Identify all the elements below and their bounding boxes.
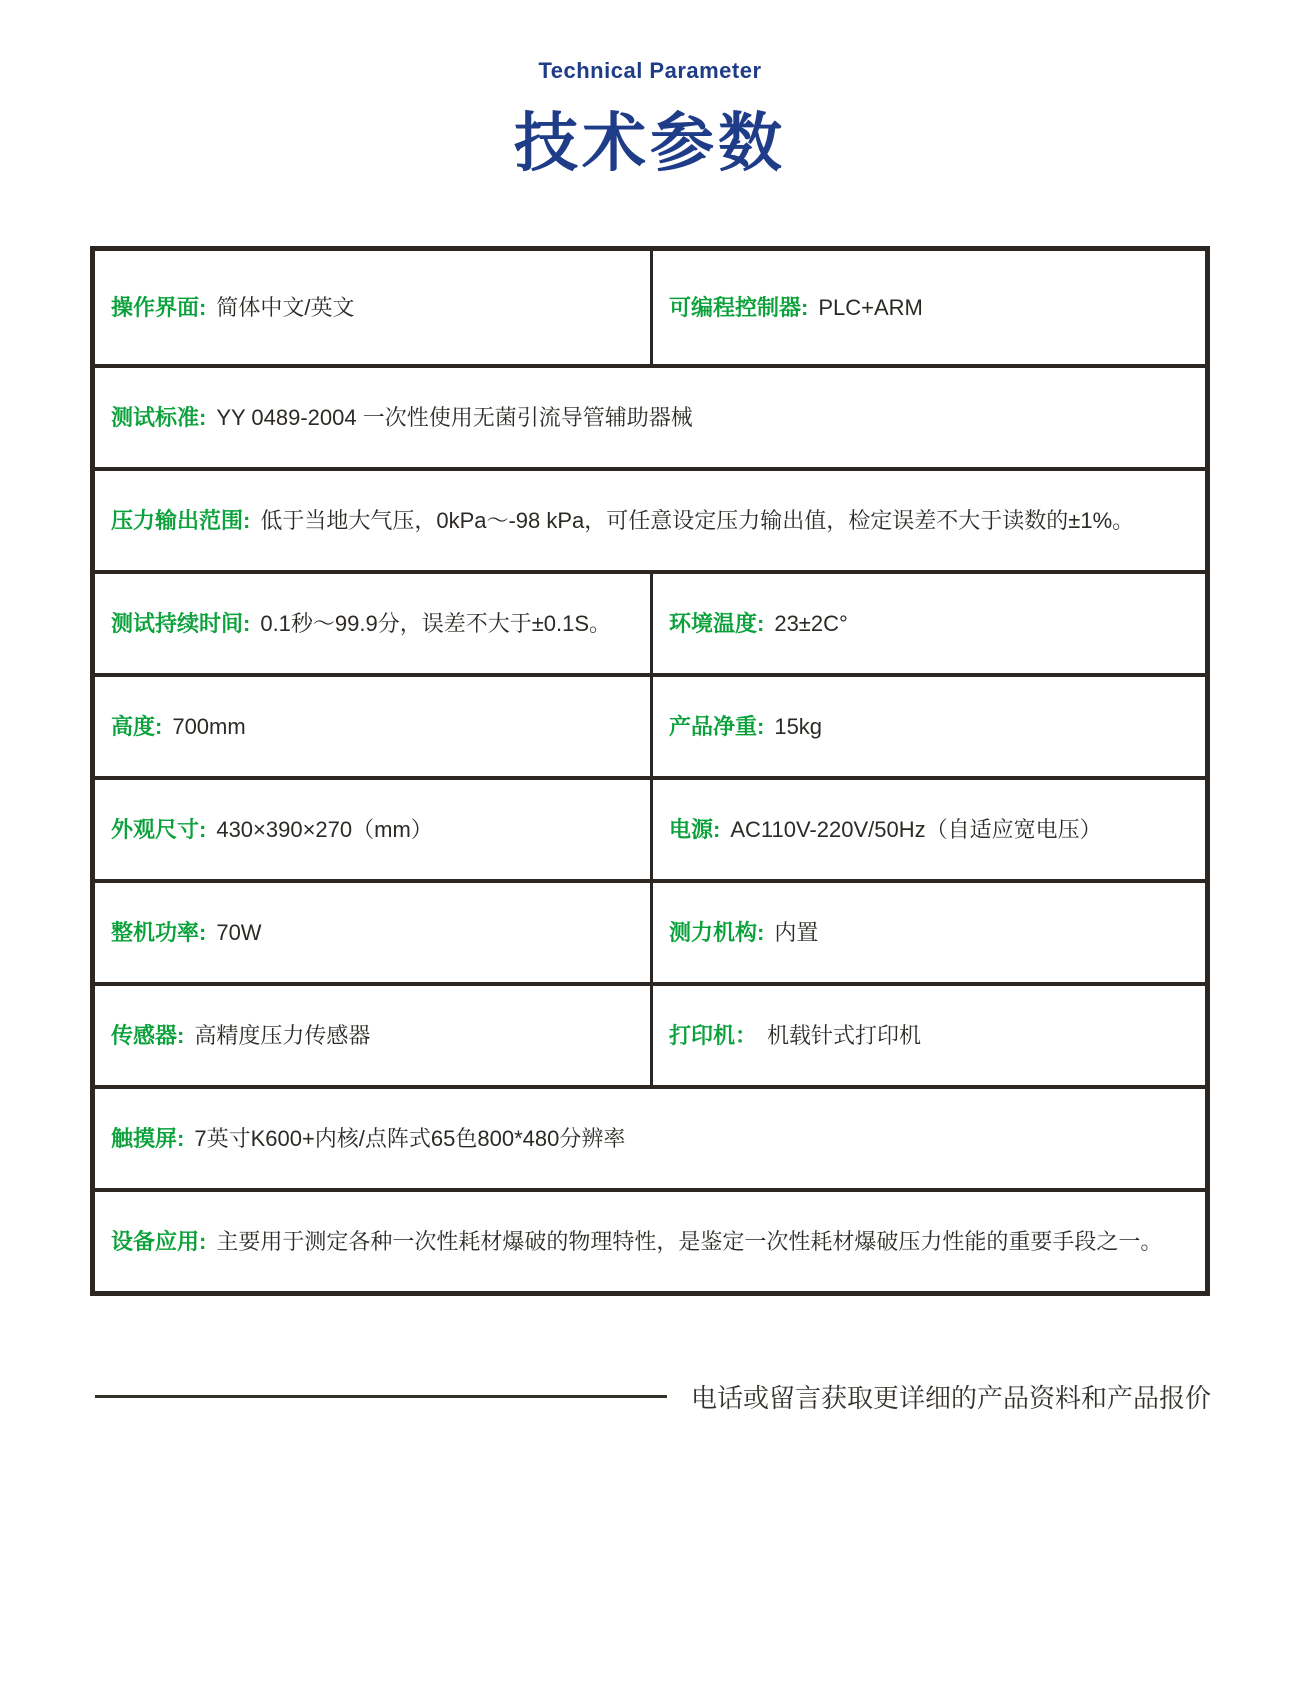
param-value: 15kg xyxy=(774,713,823,739)
spec-cell xyxy=(650,780,1205,879)
param-label: 测力机构: xyxy=(669,919,765,945)
param-label: 测试标准: xyxy=(111,404,207,430)
spec-cell xyxy=(95,986,650,1085)
spec-cell xyxy=(95,1089,1205,1188)
param-value: 内置 xyxy=(774,919,819,945)
param-value: 23±2C° xyxy=(774,610,848,636)
table-row xyxy=(95,879,1205,982)
header xyxy=(0,58,1300,184)
spec-cell xyxy=(95,574,650,673)
param-label: 环境温度: xyxy=(669,610,765,636)
param-value: AC110V-220V/50Hz（自适应宽电压） xyxy=(730,816,1102,842)
spec-cell xyxy=(95,883,650,982)
subtitle-en: Technical Parameter xyxy=(538,58,762,83)
param-value: YY 0489-2004 一次性使用无菌引流导管辅助器械 xyxy=(216,404,693,430)
table-row xyxy=(95,1188,1205,1291)
param-value: 430×390×270（mm） xyxy=(216,816,433,842)
footer xyxy=(95,1378,1215,1415)
spec-cell xyxy=(650,251,1205,364)
param-value: 主要用于测定各种一次性耗材爆破的物理特性，是鉴定一次性耗材爆破压力性能的重要手段之一。 xyxy=(216,1228,1163,1254)
param-value: 高精度压力传感器 xyxy=(194,1022,371,1048)
param-label: 传感器: xyxy=(111,1022,185,1048)
spec-table xyxy=(90,246,1210,1296)
table-row xyxy=(95,776,1205,879)
spec-cell xyxy=(650,883,1205,982)
table-row xyxy=(95,982,1205,1085)
param-value: 70W xyxy=(216,919,262,945)
footer-note: 电话或留言获取更详细的产品资料和产品报价 xyxy=(691,1383,1212,1413)
param-label: 压力输出范围: xyxy=(111,507,251,533)
param-value: 低于当地大气压，0kPa～-98 kPa，可任意设定压力输出值，检定误差不大于读数的±1%。 xyxy=(260,507,1135,533)
param-label: 操作界面: xyxy=(111,294,207,320)
table-row xyxy=(95,467,1205,570)
table-row xyxy=(95,673,1205,776)
spec-cell xyxy=(95,251,650,364)
divider-line xyxy=(95,1395,667,1398)
param-label: 触摸屏: xyxy=(111,1125,185,1151)
spec-cell xyxy=(95,677,650,776)
param-label: 高度: xyxy=(111,713,163,739)
page-title: 技术参数 xyxy=(514,107,786,179)
param-value: 700mm xyxy=(172,713,246,739)
param-label: 可编程控制器: xyxy=(669,294,809,320)
param-value: 简体中文/英文 xyxy=(216,294,355,320)
param-value: 7英寸K600+内核/点阵式65色800*480分辨率 xyxy=(194,1125,626,1151)
param-label: 整机功率: xyxy=(111,919,207,945)
param-label: 外观尺寸: xyxy=(111,816,207,842)
param-label: 产品净重: xyxy=(669,713,765,739)
spec-cell xyxy=(650,677,1205,776)
param-label: 电源: xyxy=(669,816,721,842)
table-row xyxy=(95,570,1205,673)
table-row xyxy=(95,1085,1205,1188)
spec-cell xyxy=(95,1192,1205,1291)
param-value: 机载针式打印机 xyxy=(767,1022,922,1048)
table-row xyxy=(95,364,1205,467)
table-row xyxy=(95,251,1205,364)
param-value: PLC+ARM xyxy=(818,294,923,320)
spec-cell xyxy=(95,368,1205,467)
param-value: 0.1秒～99.9分，误差不大于±0.1S。 xyxy=(260,610,612,636)
spec-cell xyxy=(95,471,1205,570)
spec-cell xyxy=(95,780,650,879)
param-label: 测试持续时间: xyxy=(111,610,251,636)
param-label: 设备应用: xyxy=(111,1228,207,1254)
spec-cell xyxy=(650,986,1205,1085)
spec-cell xyxy=(650,574,1205,673)
param-label: 打印机： xyxy=(669,1022,758,1048)
